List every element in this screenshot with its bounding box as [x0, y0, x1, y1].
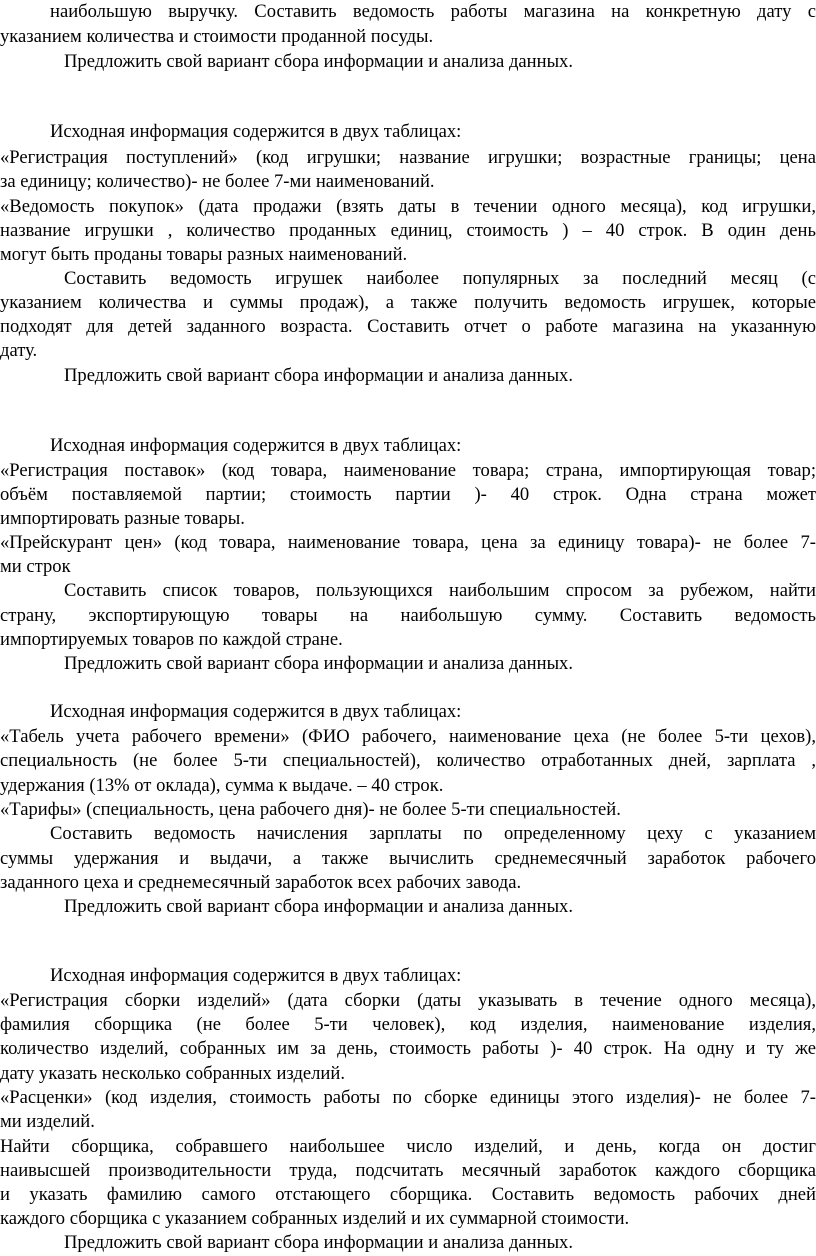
- body-line: Найти сборщика, собравшего наибольшее число изделий, и день, когда он достиг: [0, 1135, 816, 1157]
- body-line: «Ведомость покупок» (дата продажи (взять даты в течении одного месяца), код игрушки,: [0, 195, 816, 217]
- body-line: Составить ведомость игрушек наиболее популярных за последний месяц (с: [64, 267, 816, 289]
- body-line: объём поставляемой партии; стоимость партии )- 40 строк. Одна страна может: [0, 483, 816, 505]
- proposal-line: Предложить свой вариант сбора информации и анализа данных.: [64, 895, 574, 917]
- source-line: Исходная информация содержится в двух таблицах:: [50, 121, 462, 143]
- body-line: и указать фамилию самого отстающего сборщика. Составить ведомость рабочих дней: [0, 1183, 816, 1205]
- source-line: Исходная информация содержится в двух таблицах:: [50, 701, 462, 723]
- source-line: Исходная информация содержится в двух таблицах:: [50, 965, 462, 987]
- body-line: заданного цеха и среднемесячный заработок всех рабочих завода.: [0, 871, 522, 893]
- body-line: ми изделий.: [0, 1110, 95, 1132]
- body-line: за единицу; количество)- не более 7-ми наименований.: [0, 170, 435, 192]
- body-line: импортировать разные товары.: [0, 507, 245, 529]
- body-line: фамилия сборщика (не более 5-ти человек), код изделия, наименование изделия,: [0, 1014, 816, 1036]
- body-line: удержания (13% от оклада), сумма к выдаче. – 40 строк.: [0, 774, 444, 796]
- body-line: «Табель учета рабочего времени» (ФИО рабочего, наименование цеха (не более 5-ти цехов),: [0, 726, 816, 748]
- source-line: Исходная информация содержится в двух таблицах:: [50, 434, 462, 456]
- body-line: страну, экспортирующую товары на наибольшую сумму. Составить ведомость: [0, 605, 816, 626]
- body-line: количество изделий, собранных им за день, стоимость работы )- 40 строк. На одну и ту же: [0, 1038, 816, 1060]
- proposal-line: Предложить свой вариант сбора информации и анализа данных.: [64, 1232, 574, 1253]
- body-line: название игрушки , количество проданных единиц, стоимость ) – 40 строк. В один день: [0, 219, 816, 241]
- body-line: могут быть проданы товары разных наименований.: [0, 243, 408, 265]
- intro-line: указанием количества и стоимости проданной посуды.: [0, 26, 434, 48]
- intro-line: наибольшую выручку. Составить ведомость работы магазина на конкретную дату с: [50, 1, 816, 22]
- body-line: «Регистрация поступлений» (код игрушки; название игрушки; возрастные границы; цена: [0, 146, 816, 168]
- proposal-line: Предложить свой вариант сбора информации и анализа данных.: [64, 365, 574, 387]
- body-line: каждого сборщика с указанием собранных изделий и их суммарной стоимости.: [0, 1207, 630, 1229]
- body-line: Составить список товаров, пользующихся наибольшим спросом за рубежом, найти: [64, 579, 816, 601]
- body-line: «Расценки» (код изделия, стоимость работы по сборке единицы этого изделия)- не более 7-: [0, 1086, 816, 1108]
- body-line: ми строк: [0, 555, 71, 577]
- body-line: указанием количества и суммы продаж), а также получить ведомость игрушек, которые: [0, 291, 816, 313]
- body-line: дату указать несколько собранных изделий.: [0, 1062, 345, 1084]
- body-line: импортируемых товаров по каждой стране.: [0, 629, 343, 650]
- body-line: дату.: [0, 340, 38, 362]
- body-line: наивысшей производительности труда, подсчитать месячный заработок каждого сборщика: [0, 1159, 816, 1181]
- body-line: «Тарифы» (специальность, цена рабочего дня)- не более 5-ти специальностей.: [0, 798, 621, 820]
- proposal-line: Предложить свой вариант сбора информации и анализа данных.: [64, 51, 574, 73]
- body-line: «Прейскурант цен» (код товара, наименование товара, цена за единицу товара)- не более 7-: [0, 531, 816, 553]
- body-line: специальность (не более 5-ти специальностей), количество отработанных дней, зарплата ,: [0, 750, 816, 772]
- body-line: подходят для детей заданного возраста. Составить отчет о работе магазина на указанную: [0, 316, 816, 337]
- body-line: Составить ведомость начисления зарплаты по определенному цеху с указанием: [50, 822, 816, 844]
- proposal-line: Предложить свой вариант сбора информации и анализа данных.: [64, 653, 574, 675]
- body-line: суммы удержания и выдачи, а также вычислить среднемесячный заработок рабочего: [0, 847, 816, 869]
- body-line: «Регистрация поставок» (код товара, наименование товара; страна, импортирующая товар;: [0, 459, 816, 481]
- body-line: «Регистрация сборки изделий» (дата сборки (даты указывать в течение одного месяца),: [0, 990, 816, 1012]
